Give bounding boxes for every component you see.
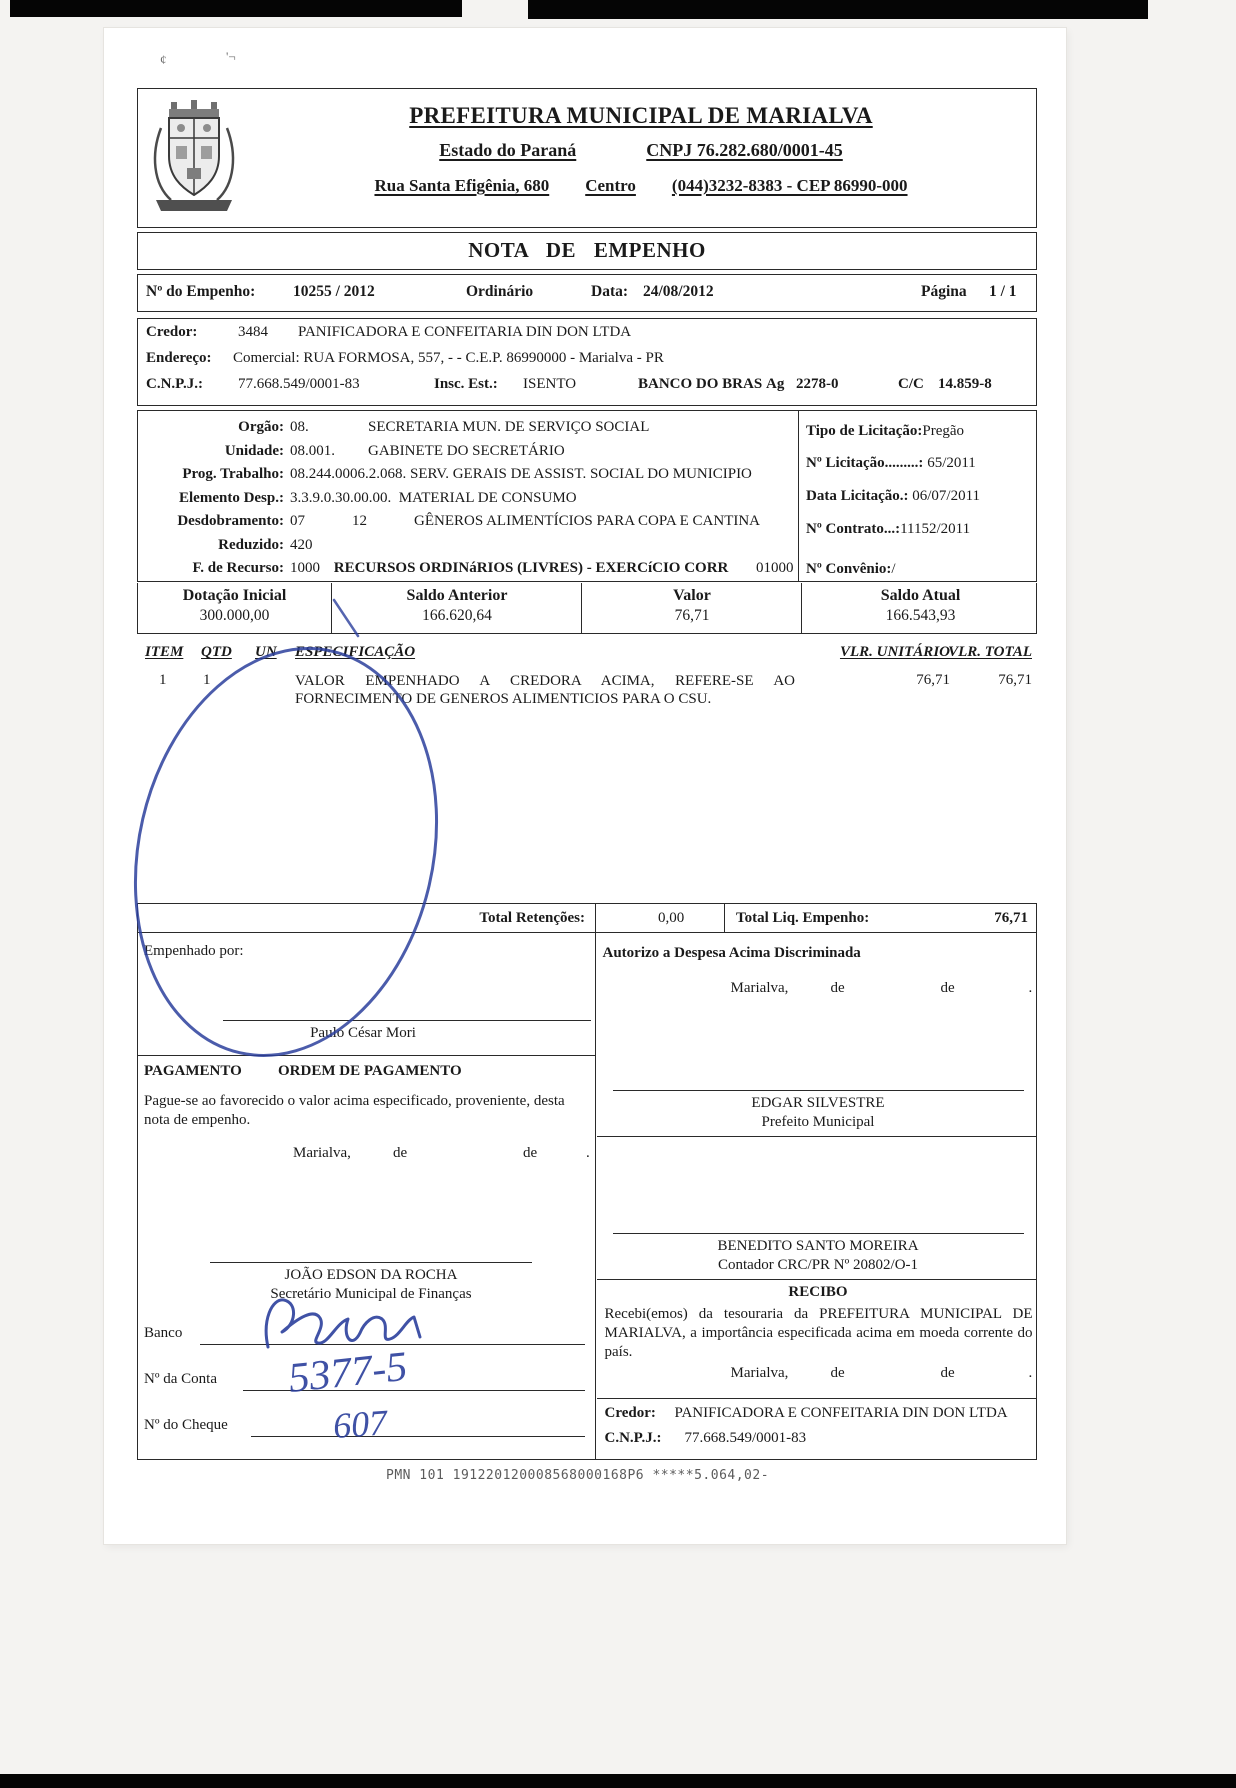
orgao-label: Orgão: [238,419,284,435]
desdobramento-label: Desdobramento: [177,513,284,529]
creditor-block [137,318,1037,406]
previous-balance-value: 166.620,64 [422,607,492,624]
city-line-period: . [586,1145,590,1161]
org-cnpj: CNPJ 76.282.680/0001-45 [646,140,843,160]
signature-line [613,1233,1025,1234]
committed-by-label: Empenhado por: [144,943,244,959]
col-item: ITEM [145,644,184,660]
address-label: Endereço: [146,350,212,366]
payment-order-title: ORDEM DE PAGAMENTO [278,1063,462,1079]
unidade-desc: GABINETE DO SECRETÁRIO [368,442,565,459]
date-label: Data: [591,283,629,300]
scan-stray-mark: ¢ [160,52,167,67]
org-district: Centro [585,176,636,195]
account-field-label: Nº da Conta [144,1371,217,1387]
city-line-de: de [523,1145,538,1161]
receipt-title: RECIBO [788,1284,848,1300]
bank-field-label: Banco [144,1325,183,1341]
budget-block [137,410,1037,582]
reduzido-line [138,534,793,558]
finance-secretary-name: JOÃO EDSON DA ROCHA [284,1267,458,1283]
scan-stray-mark: '¬ [226,49,236,64]
bid-date-label: Data Licitação.: [806,488,909,504]
agreement-line [806,561,896,578]
contract-value: 11152/2011 [900,521,971,537]
divider-line [597,1136,1037,1137]
bank-field-line [200,1344,585,1345]
empenho-number: 10255 / 2012 [293,283,375,300]
city-line-de: de [393,1145,408,1161]
document-title-bar [137,232,1037,270]
contract-label: Nº Contrato...: [806,521,901,537]
recurso-label: F. de Recurso: [192,560,284,576]
accountant-title: Contador CRC/PR Nº 20802/O-1 [717,1257,919,1273]
right-column [597,933,1037,1459]
prog-trabalho-line [138,463,793,487]
current-balance-label: Saldo Atual [880,587,961,604]
dot-matrix-print-footer: PMN 101 191220120008568000168P6 *****5.064,02- [386,1468,770,1483]
desdobramento-code1: 07 [290,513,305,529]
recurso-code: 1000 [290,560,320,576]
desdobramento-line [138,510,793,534]
cnpj-value: 77.668.549/0001-83 [238,376,360,392]
prog-code: 08.244.0006.2.068. [290,466,407,482]
city-line-de: de [940,980,955,996]
coat-of-arms-icon [148,96,240,220]
org-phone-cep: (044)3232-8383 - CEP 86990-000 [671,176,908,195]
document-title: NOTA DE EMPENHO [468,238,706,262]
divider [724,904,725,932]
desdobramento-code2: 12 [352,513,367,529]
net-total-value: 76,71 [994,910,1028,926]
city-line-city: Marialva, [730,980,789,996]
recurso-desc: RECURSOS ORDINáRIOS (LIVRES) - EXERCíCIO CORR [333,560,729,576]
agreement-label: Nº Convênio: [806,561,892,577]
unidade-code: 08.001. [290,442,335,459]
date-value: 24/08/2012 [643,283,714,300]
left-column [138,933,596,1459]
creditor-name: PANIFICADORA E CONFEITARIA DIN DON LTDA [298,324,632,340]
payment-title: PAGAMENTO [144,1063,242,1079]
bid-date-value: 06/07/2011 [912,488,981,504]
account-label: C/C [898,376,924,392]
divider [595,904,596,932]
orgao-line [138,416,793,440]
recurso-code2: 01000 [756,560,794,576]
current-balance-value: 166.543,93 [885,607,956,624]
divider-line [138,1055,595,1056]
recurso-line [138,557,793,581]
items-table-header [137,644,1040,666]
balances-row [137,583,1037,634]
state-reg-value: ISENTO [523,376,577,392]
letterhead-text [256,101,1026,196]
bid-number-value: 65/2011 [927,455,976,471]
empenho-number-label: Nº do Empenho: [146,283,256,300]
agency-value: 2278-0 [796,376,839,392]
handwriting-cheque-number: 607 [331,1402,389,1446]
item-qty: 1 [203,672,211,688]
value-label: Valor [673,587,711,604]
scan-artifact-bar-top-left [10,0,462,17]
elemento-code: 3.3.9.0.30.00.00. [290,489,392,506]
budget-lines [138,416,793,581]
empenho-type: Ordinário [466,283,534,300]
bank-label: BANCO DO BRAS [638,376,763,392]
col-vlr-unitario: VLR. UNITÁRIO [839,644,950,660]
org-state: Estado do Paraná [439,140,577,160]
mayor-name: EDGAR SILVESTRE [751,1095,885,1111]
scan-artifact-bar-bottom [0,1774,1236,1788]
item-unit-price: 76,71 [916,672,950,688]
account-value: 14.859-8 [938,376,992,392]
agreement-value: / [891,561,896,577]
value-cell [581,583,802,633]
bid-date-line [806,488,980,505]
city-line-de: de [830,1365,845,1381]
retentions-value: 0,00 [658,910,685,926]
unidade-line [138,440,793,464]
col-especificacao: ESPECIFICAÇÃO [295,644,416,660]
receipt-creditor-name: PANIFICADORA E CONFEITARIA DIN DON LTDA [674,1405,1008,1421]
orgao-code: 08. [290,419,309,435]
elemento-line [138,487,793,511]
elemento-desc: MATERIAL DE CONSUMO [398,489,577,506]
payment-order-text: Pague-se ao favorecido o valor acima especificado, proveniente, desta nota de empenho. [144,1093,565,1128]
cheque-field-label: Nº do Cheque [144,1417,228,1433]
signature-line [210,1262,532,1263]
prog-label: Prog. Trabalho: [182,466,284,482]
initial-allocation-label: Dotação Inicial [182,587,287,604]
col-qtd: QTD [201,644,232,660]
bid-number-line [806,455,976,472]
accountant-name: BENEDITO SANTO MOREIRA [717,1238,919,1254]
bid-number-label: Nº Licitação.........: [806,455,924,471]
bid-type-label: Tipo de Licitação: [806,423,923,439]
creditor-code: 3484 [238,324,268,340]
net-total-label: Total Liq. Empenho: [736,910,870,926]
initial-allocation-value: 300.000,00 [199,607,270,624]
agency-label: Ag [766,376,785,392]
scan-artifact-bar-top-right [528,0,1148,19]
col-un: UN [255,644,277,660]
receipt-text: Recebi(emos) da tesouraria da PREFEITURA MUNICIPAL DE MARIALVA, a importância especificada acima em moeda corrente do país. [604,1306,1033,1360]
elemento-label: Elemento Desp.: [179,489,284,506]
prog-desc: SERV. GERAIS DE ASSIST. SOCIAL DO MUNICIPIO [410,466,752,482]
mayor-title: Prefeito Municipal [761,1114,875,1130]
cnpj-label: C.N.P.J.: [146,376,203,392]
receipt-cnpj-value: 77.668.549/0001-83 [684,1430,807,1446]
authorize-title: Autorizo a Despesa Acima Discriminada [602,945,861,961]
signature-line [613,1090,1025,1091]
letterhead [137,88,1037,228]
item-number: 1 [159,672,167,688]
current-balance-cell [801,583,1039,633]
page-value: 1 / 1 [989,283,1017,300]
totals-row [137,903,1037,933]
previous-balance-cell [331,583,582,633]
creditor-label: Credor: [146,324,198,340]
reduzido-value: 420 [290,536,313,553]
orgao-desc: SECRETARIA MUN. DE SERVIÇO SOCIAL [368,419,650,435]
city-line-de: de [830,980,845,996]
bid-type-value: Pregão [922,423,965,439]
city-line-city: Marialva, [730,1365,789,1381]
account-field-line [243,1390,585,1391]
bidding-block [798,411,1041,581]
empenho-id-row [137,274,1037,312]
reduzido-label: Reduzido: [218,536,284,553]
divider-line [597,1398,1037,1399]
retentions-label: Total Retenções: [479,910,585,926]
col-vlr-total: VLR. TOTAL [948,644,1032,660]
city-line-city: Marialva, [293,1145,351,1161]
item-description: VALOR EMPENHADO A CREDORA ACIMA, REFERE-SE AO FORNECIMENTO DE GENEROS ALIMENTICIOS PARA O CSU. [295,673,795,707]
cheque-field-line [251,1436,585,1437]
previous-balance-label: Saldo Anterior [406,587,508,604]
bid-type-line [806,423,964,440]
state-reg-label: Insc. Est.: [434,376,498,392]
item-total-price: 76,71 [998,672,1032,688]
address-value: Comercial: RUA FORMOSA, 557, - - C.E.P. 86990000 - Marialva - PR [233,350,664,366]
signatures-section [137,933,1037,1460]
divider-line [597,1279,1037,1280]
org-name: PREFEITURA MUNICIPAL DE MARIALVA [409,103,873,128]
city-line-period: . [1028,1365,1033,1381]
desdobramento-desc: GÊNEROS ALIMENTÍCIOS PARA COPA E CANTINA [414,513,761,529]
finance-secretary-title: Secretário Municipal de Finanças [270,1286,472,1302]
org-street: Rua Santa Efigênia, 680 [374,176,550,195]
contract-line [806,521,970,538]
page-label: Página [921,283,967,300]
unidade-label: Unidade: [224,442,284,459]
value-value: 76,71 [674,607,710,624]
handwriting-account-number: 5377-5 [286,1343,410,1402]
receipt-creditor-label: Credor: [604,1405,656,1421]
signature-line [223,1020,591,1021]
signatory-name: Paulo César Mori [310,1025,416,1041]
receipt-cnpj-label: C.N.P.J.: [604,1430,662,1446]
city-line-period: . [1028,980,1033,996]
city-line-de: de [940,1365,955,1381]
nota-de-empenho-form [137,88,1040,1460]
initial-allocation-cell [138,583,331,633]
